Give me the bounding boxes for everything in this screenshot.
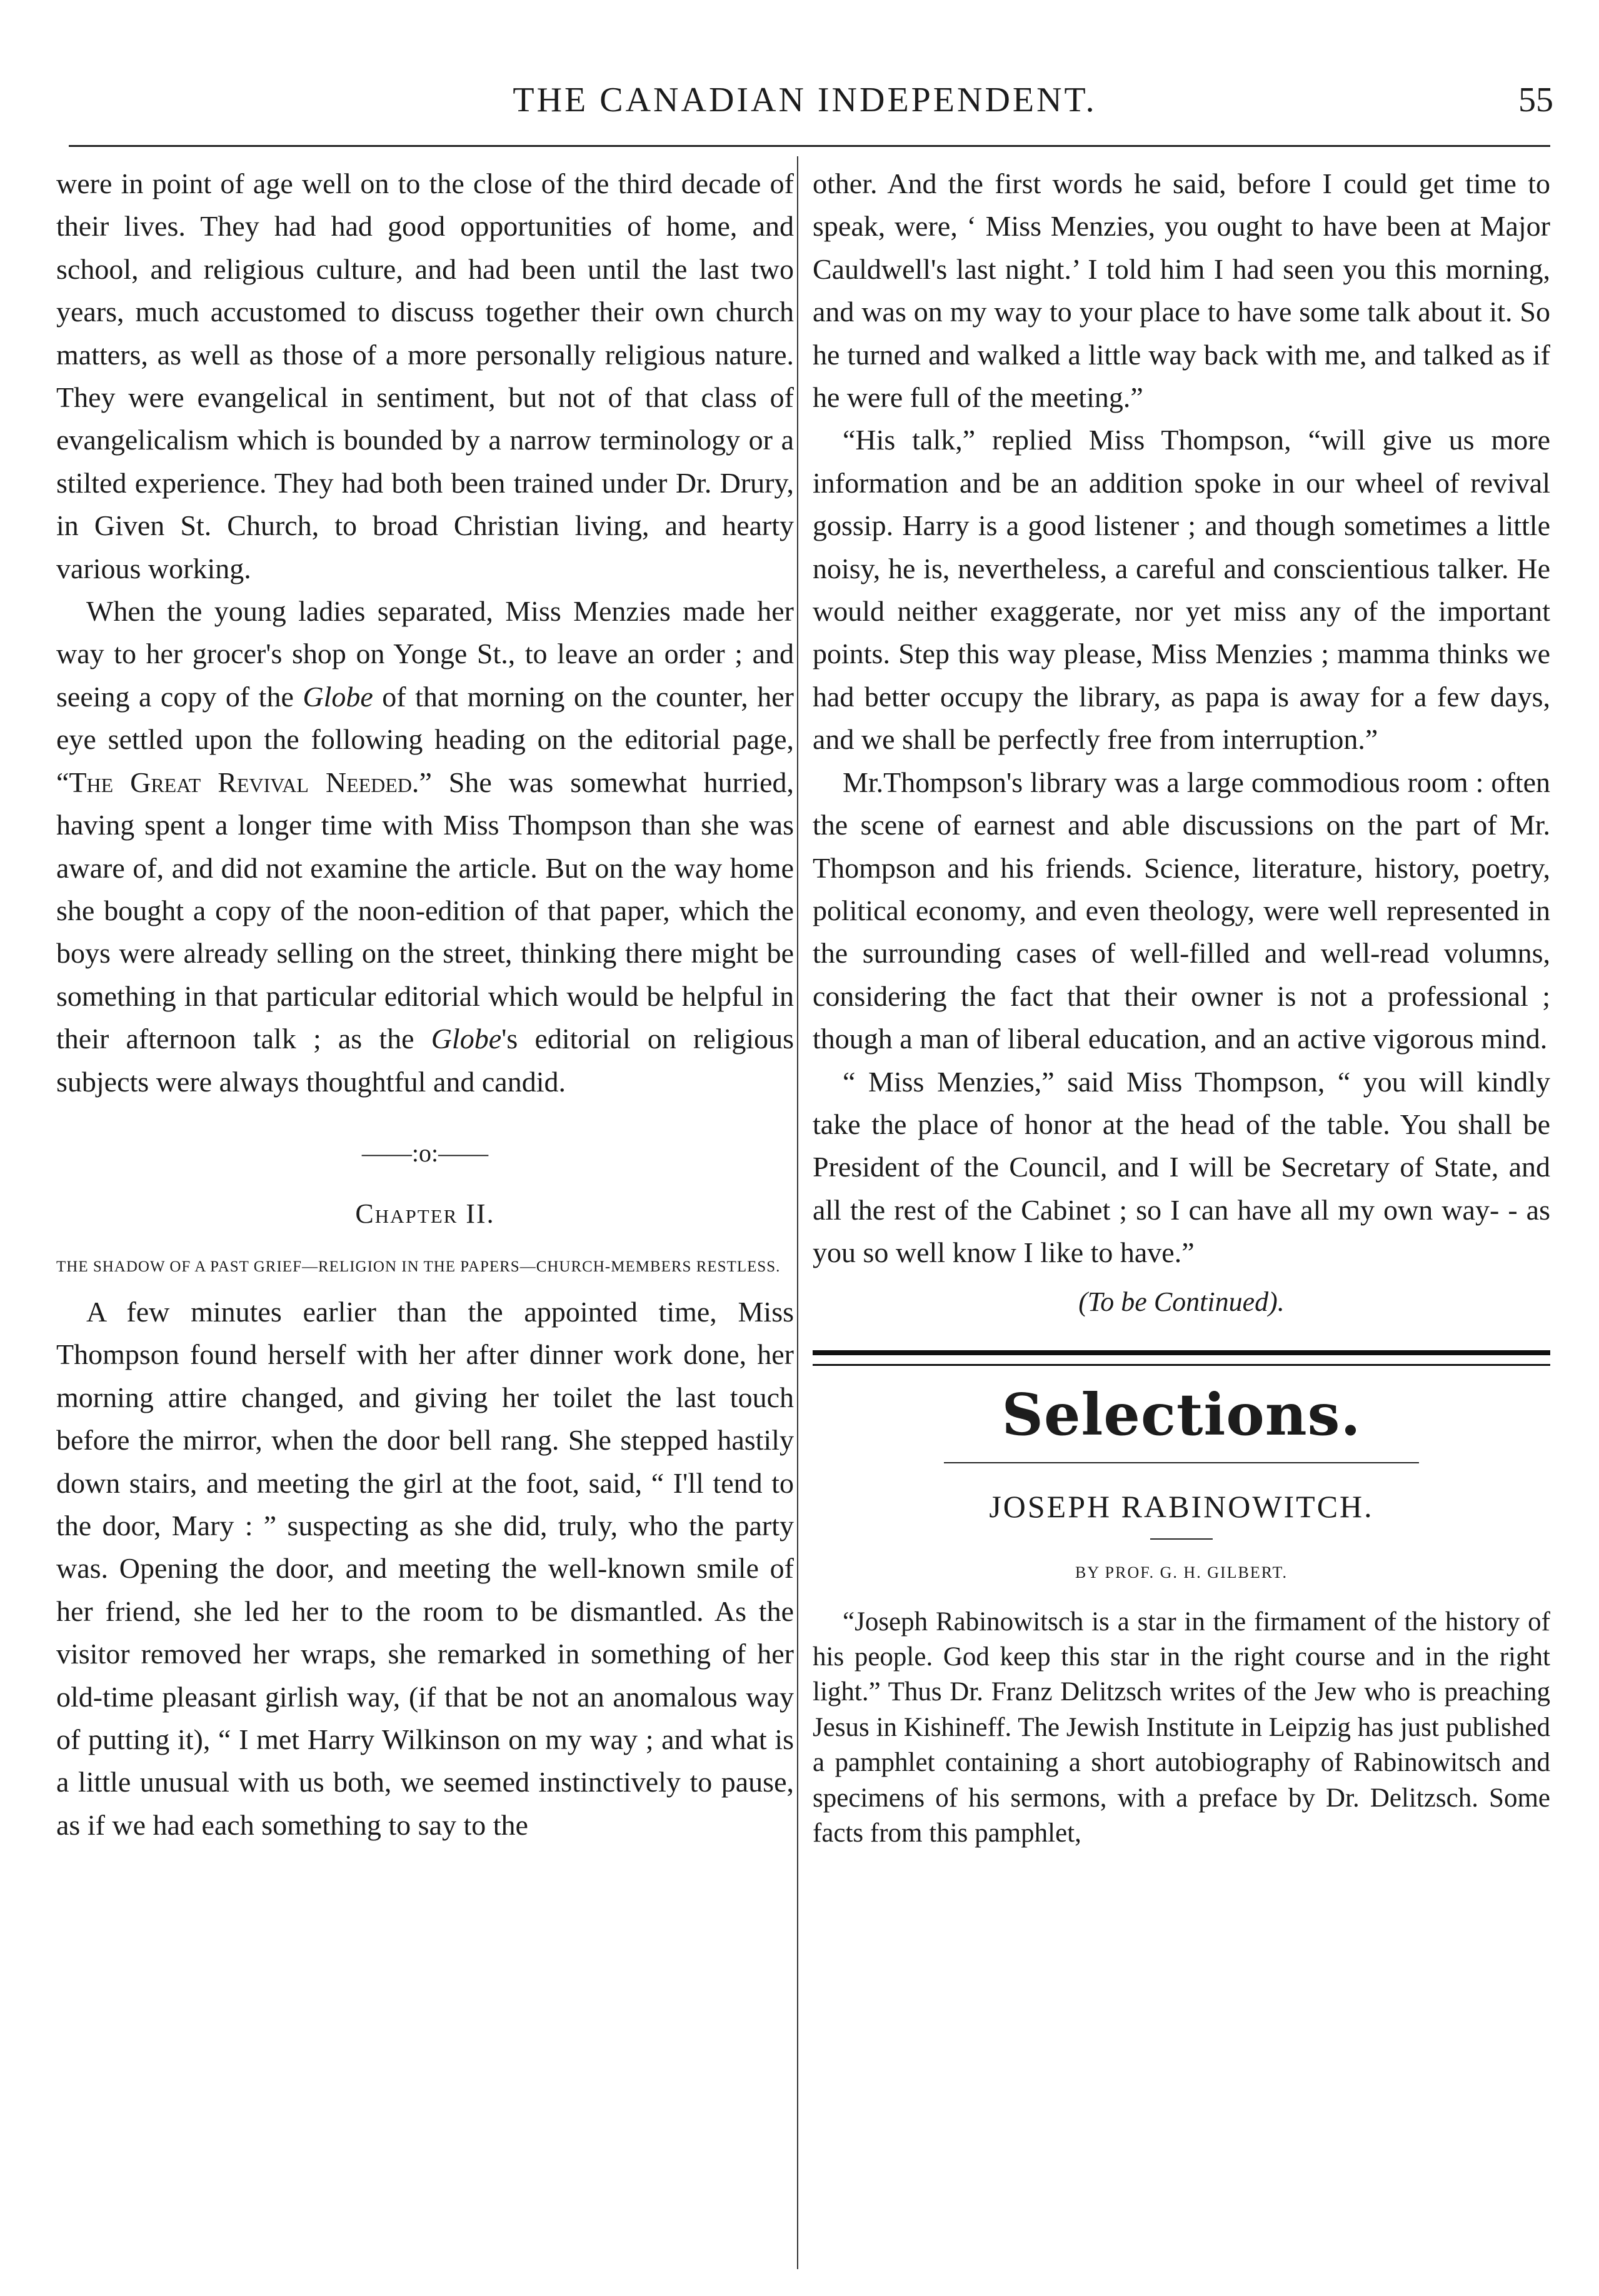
paragraph: “ Miss Menzies,” said Miss Thompson, “ you will kindly take the place of honor at the head of the table. You shall be President of the Council, and I will be Secretary of State, and all the rest of the Cabinet ; so I can have all my own way- - as you so well know I like to have.” (813, 1065, 1550, 1269)
newspaper-name: Globe (303, 680, 373, 713)
page-header (56, 80, 1553, 149)
section-title: Selections. (1001, 1380, 1361, 1448)
newspaper-name: Globe (431, 1023, 502, 1055)
column-divider (797, 156, 798, 2269)
paragraph (56, 590, 794, 1103)
chapter-synopsis: THE SHADOW OF A PAST GRIEF—RELIGION IN THE PAPERS—CHURCH-MEMBERS RESTLESS. (56, 1258, 781, 1275)
paragraph-text: 's editorial on religious subjects were always thoughtful and candid. (56, 1023, 794, 1098)
editorial-heading: The Great Revival Needed. (69, 766, 419, 798)
paragraph: “His talk,” replied Miss Thompson, “will give us more information and be an addition spoke in our wheel of revival gossip. Harry is a good listener ; and though sometimes a little noisy, he is, nevertheless, a careful and conscientious talker. He would neither exaggerate, nor yet miss any of the important points. Step this way please, Miss Menzies ; mamma thinks we had better occupy the library, as papa is away for a few days, and we shall be perfectly free from interruption.” (813, 424, 1550, 756)
section-ornament: ——:o:—— (361, 1138, 489, 1167)
section-double-rule (813, 1350, 1550, 1366)
article-byline: BY PROF. G. H. GILBERT. (1075, 1563, 1288, 1582)
title-rule (1150, 1538, 1213, 1540)
paragraph-text: When the young ladies separated, Miss Menzies made her way to her grocer's shop on Yonge St., to leave an order ; and seeing a copy of the (56, 595, 794, 713)
header-rule (69, 145, 1550, 147)
paragraph: were in point of age well on to the close of the third decade of their lives. They had had good opportunities of home, and school, and religious culture, and had been until the last two years, much accustomed to discuss together their own church matters, as well as those of a more personally religious nature. They were evangelical in sentiment, but not of that class of evangelicalism which is bounded by a narrow terminology or a stilted experience. They had both been trained under Dr. Drury, in Given St. Church, to broad Christian living, and hearty various working. (56, 168, 794, 584)
paragraph: “Joseph Rabinowitsch is a star in the firmament of the history of his people. God keep this star in the right course and in the right light.” Thus Dr. Franz Delitzsch writes of the Jew who is preaching Jesus in Kishineff. The Jewish Institute in Leipzig has just published a pamphlet containing a short autobiography of Rabinowitsch and specimens of his sermons, with a preface by Dr. Delitzsch. Some facts from this pamphlet, (813, 1607, 1550, 1848)
chapter-heading (56, 1198, 794, 1230)
paragraph: Mr.Thompson's library was a large commodious room : often the scene of earnest and able discussions on the part of Mr. Thompson and his friends. Science, literature, history, poetry, political economy, and even theology, were well represented in the surrounding cases of well-filled and well-read volumns, considering the fact that their owner is not a professional ; though a man of liberal education, and an active vigorous mind. (813, 766, 1550, 1055)
paragraph-text: of that morning on the counter, her eye settled upon the following heading on the editorial page, “ (56, 680, 794, 798)
publication-title: THE CANADIAN INDEPENDENT. (513, 81, 1097, 119)
paragraph: other. And the first words he said, before I could get time to speak, were, ‘ Miss Menzies, you ought to have been at Major Cauldwell's last night.’ I told him I had seen you this morning, and was on my way to your place to have some talk about it. So he turned and walked a little way back with me, and talked as if he were full of the meeting.” (813, 168, 1550, 414)
right-column (813, 163, 1550, 1851)
article-title: JOSEPH RABINOWITCH. (989, 1488, 1374, 1524)
chapter-label: Chapter II. (355, 1198, 495, 1229)
to-be-continued: (To be Continued). (1078, 1286, 1285, 1317)
paragraph-text: ” She was somewhat hurried, having spent a longer time with Miss Thompson than she was aware of, and did not examine the article. But on the way home she bought a copy of the noon-edition of that paper, which the boys were already selling on the street, thinking there might be something in that particular editorial which would be helpful in their afternoon talk ; as the (56, 766, 794, 1055)
left-column (56, 163, 794, 1847)
paragraph: A few minutes earlier than the appointed time, Miss Thompson found herself with her after dinner work done, her morning attire changed, and giving her toilet the last touch before the mirror, when the door bell rang. She stepped hastily down stairs, and meeting the girl at the foot, said, “ I'll tend to the door, Mary : ” suspecting as she did, truly, who the party was. Opening the door, and meeting the well-known smile of her friend, she led her to the room to be dismantled. As the visitor removed her wraps, she remarked in something of her old-time pleasant girlish way, (if that be not an anomalous way of putting it), “ I met Harry Wilkinson on my way ; and what is a little unusual with us both, we seemed instinctively to pause, as if we had each something to say to the (56, 1295, 794, 1841)
section-rule (944, 1462, 1419, 1463)
page-number: 55 (1518, 81, 1553, 119)
